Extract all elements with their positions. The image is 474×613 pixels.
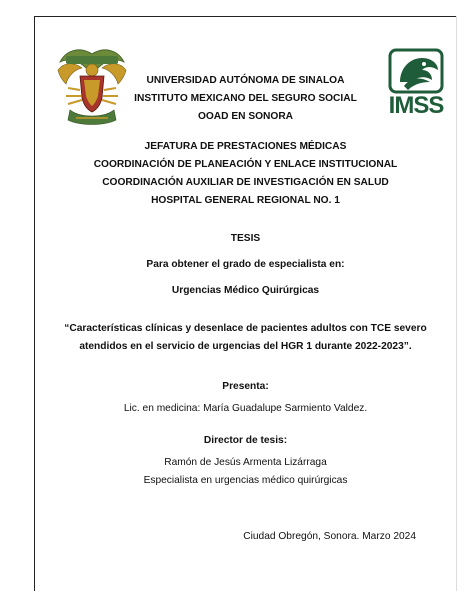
director-name: Ramón de Jesús Armenta Lizárraga bbox=[164, 457, 327, 468]
thesis-title-line1: “Características clínicas y desenlace de pacientes adultos con TCE severo bbox=[64, 323, 427, 334]
institution-hospital: HOSPITAL GENERAL REGIONAL NO. 1 bbox=[151, 195, 340, 206]
thesis-title-line2: atendidos en el servicio de urgencias del HGR 1 durante 2022-2023”. bbox=[79, 341, 412, 352]
presenter-label: Presenta: bbox=[222, 381, 269, 392]
header-university: UNIVERSIDAD AUTÓNOMA DE SINALOA bbox=[146, 75, 345, 86]
director-label: Director de tesis: bbox=[203, 435, 288, 446]
institution-jefatura: JEFATURA DE PRESTACIONES MÉDICAS bbox=[144, 141, 347, 152]
header-imss: INSTITUTO MEXICANO DEL SEGURO SOCIAL bbox=[134, 93, 357, 104]
header-ooad: OOAD EN SONORA bbox=[197, 111, 294, 122]
place-and-date: Ciudad Obregón, Sonora. Marzo 2024 bbox=[243, 531, 416, 542]
page-border-top bbox=[34, 16, 457, 17]
thesis-label: TESIS bbox=[230, 233, 261, 244]
director-role: Especialista en urgencias médico quirúrgicas bbox=[143, 475, 348, 486]
institution-coordinacion-planeacion: COORDINACIÓN DE PLANEACIÓN Y ENLACE INSTITUCIONAL bbox=[93, 159, 398, 170]
presenter-name: Lic. en medicina: María Guadalupe Sarmiento Valdez. bbox=[123, 403, 368, 414]
institution-coordinacion-investigacion: COORDINACIÓN AUXILIAR DE INVESTIGACIÓN EN SALUD bbox=[102, 177, 389, 188]
thesis-specialty: Urgencias Médico Quirúrgicas bbox=[171, 285, 320, 296]
imss-wordmark: IMSS bbox=[388, 92, 444, 119]
thesis-purpose: Para obtener el grado de especialista en: bbox=[146, 259, 345, 270]
